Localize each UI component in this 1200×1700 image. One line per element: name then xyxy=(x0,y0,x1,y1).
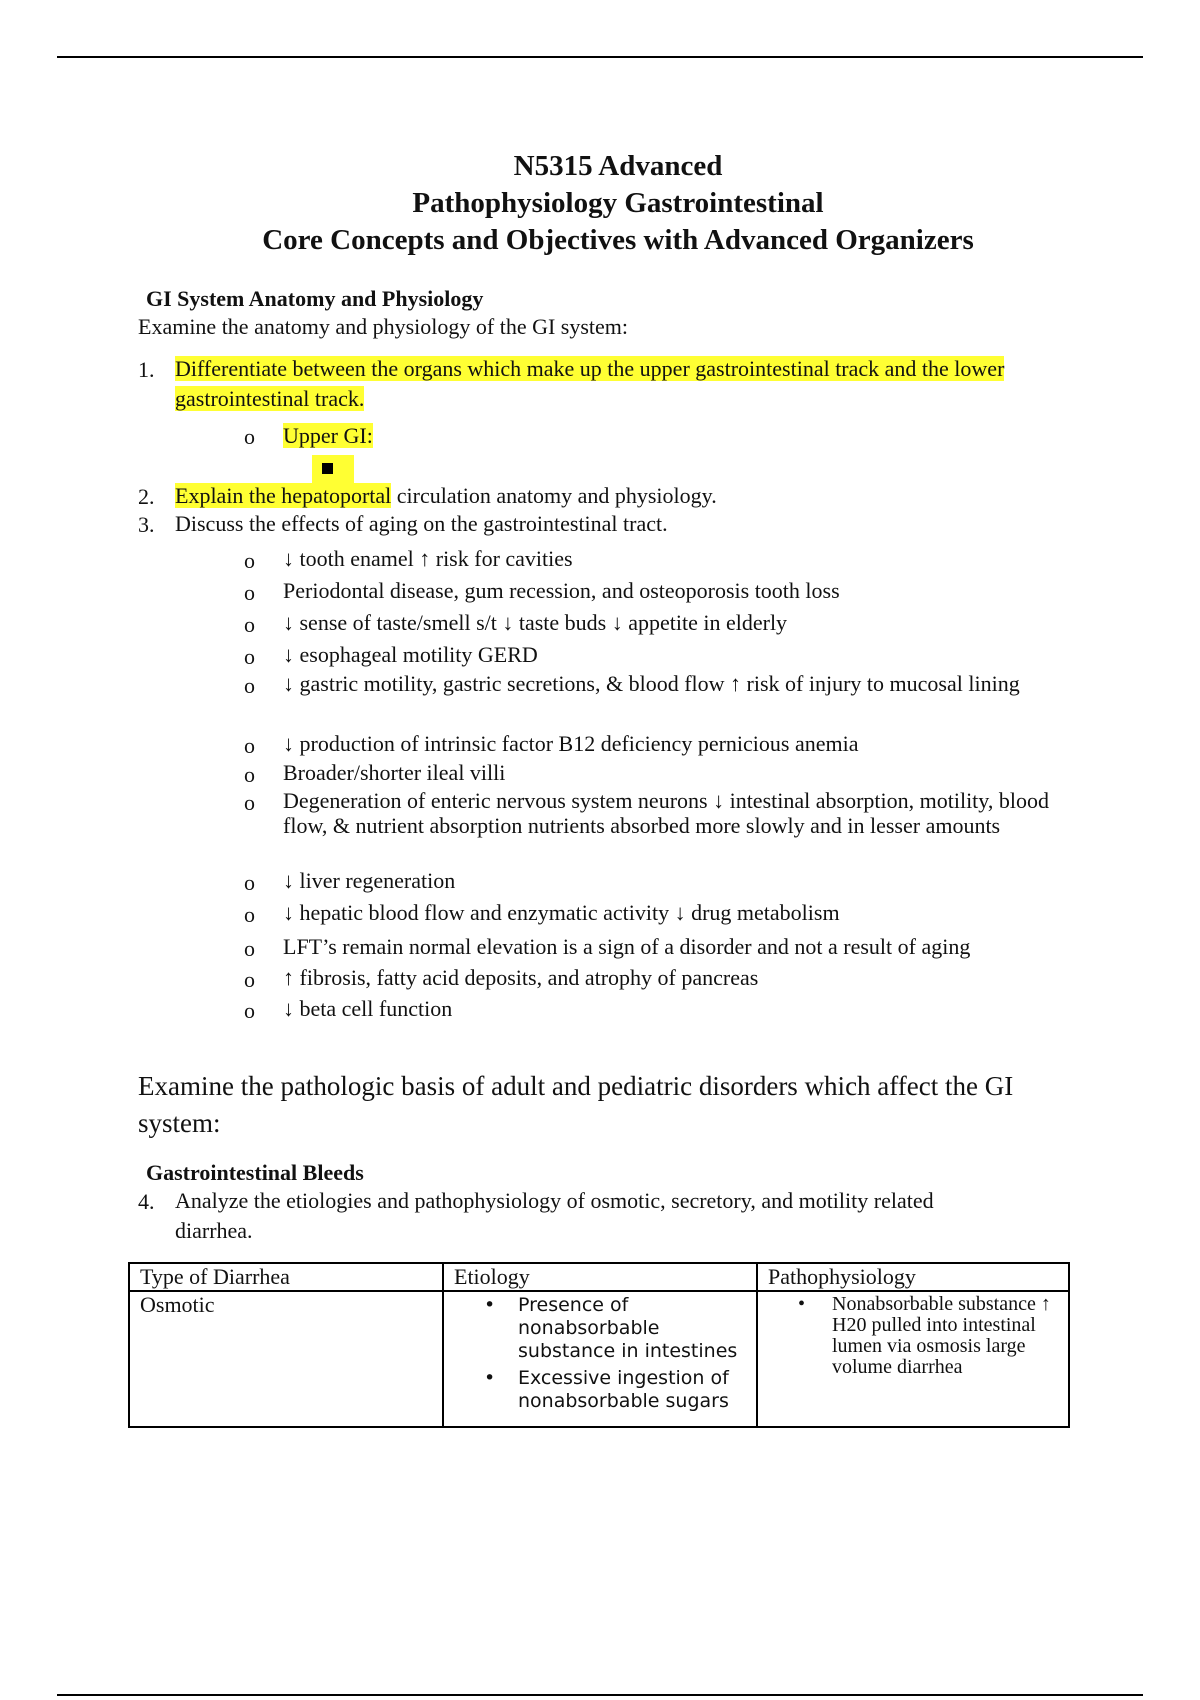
aging-item-6: ↓ production of intrinsic factor B12 deficiency pernicious anemia xyxy=(283,731,859,756)
document-title xyxy=(0,148,1200,259)
list-item: • Nonabsorbable substance ↑ H20 pulled into intestinal lumen via osmosis large volume diarrhea xyxy=(758,1294,1068,1378)
aging-item-8: Degeneration of enteric nervous system neurons ↓ intestinal absorption, motility, blood flow, & nutrient absorption nutrients absorbed more slowly and in lesser amounts xyxy=(283,788,1049,838)
aging-item-10: ↓ hepatic blood flow and enzymatic activity ↓ drug metabolism xyxy=(283,900,840,925)
top-rule xyxy=(57,56,1143,58)
aging-item-2: Periodontal disease, gum recession, and osteoporosis tooth loss xyxy=(283,578,840,603)
table-header: Etiology xyxy=(443,1263,757,1291)
table-header: Type of Diarrhea xyxy=(129,1263,443,1291)
section-heading-anatomy: GI System Anatomy and Physiology xyxy=(146,286,484,311)
upper-gi-marker: o xyxy=(244,424,255,449)
table-header: Pathophysiology xyxy=(757,1263,1069,1291)
table-cell-pathophysiology xyxy=(757,1291,1069,1427)
section-heading-gi-bleeds: Gastrointestinal Bleeds xyxy=(146,1160,364,1185)
aging-marker: o xyxy=(244,644,255,669)
aging-marker: o xyxy=(244,548,255,573)
aging-item-9: ↓ liver regeneration xyxy=(283,868,456,893)
objective-2-highlight: Explain the hepatoportal xyxy=(175,483,392,508)
title-line-2: Pathophysiology Gastrointestinal xyxy=(412,187,824,219)
objective-1-text xyxy=(175,354,1075,414)
table-cell-type: Osmotic xyxy=(129,1291,443,1427)
aging-marker: o xyxy=(244,902,255,927)
objective-2-text xyxy=(175,481,1075,511)
diarrhea-table xyxy=(128,1262,1070,1428)
square-bullet-icon xyxy=(312,455,354,483)
aging-item-1: ↓ tooth enamel ↑ risk for cavities xyxy=(283,546,573,571)
aging-marker: o xyxy=(244,790,255,815)
title-line-1: N5315 Advanced xyxy=(513,150,723,182)
aging-item-13: ↓ beta cell function xyxy=(283,996,453,1021)
aging-item-12: ↑ fibrosis, fatty acid deposits, and atrophy of pancreas xyxy=(283,965,759,990)
list-item: • Presence of nonabsorbable substance in intestines xyxy=(444,1294,756,1363)
objective-3-number: 3. xyxy=(138,512,155,537)
section-intro-disorders: Examine the pathologic basis of adult and pediatric disorders which affect the GI system: xyxy=(138,1071,1014,1138)
objective-3-text: Discuss the effects of aging on the gastrointestinal tract. xyxy=(175,511,668,536)
aging-marker: o xyxy=(244,936,255,961)
aging-marker: o xyxy=(244,967,255,992)
aging-marker: o xyxy=(244,870,255,895)
objective-2-rest: circulation anatomy and physiology. xyxy=(391,483,717,508)
aging-item-3: ↓ sense of taste/smell s/t ↓ taste buds ↓ appetite in elderly xyxy=(283,610,788,635)
section-intro-anatomy: Examine the anatomy and physiology of the GI system: xyxy=(138,314,629,339)
objective-4-number: 4. xyxy=(138,1189,155,1214)
table-cell-etiology xyxy=(443,1291,757,1427)
bottom-rule xyxy=(57,1694,1143,1696)
table-row xyxy=(129,1291,1069,1427)
title-line-3: Core Concepts and Objectives with Advanced Organizers xyxy=(262,224,974,256)
upper-gi-highlight: Upper GI: xyxy=(283,423,373,448)
aging-marker: o xyxy=(244,998,255,1023)
list-item: • Excessive ingestion of nonabsorbable sugars xyxy=(444,1367,756,1413)
aging-marker: o xyxy=(244,733,255,758)
objective-4-text: Analyze the etiologies and pathophysiology of osmotic, secretory, and motility related diarrhea. xyxy=(175,1188,934,1243)
aging-item-7: Broader/shorter ileal villi xyxy=(283,760,506,785)
objective-1-number: 1. xyxy=(138,357,155,382)
aging-marker: o xyxy=(244,762,255,787)
aging-item-11: LFT’s remain normal elevation is a sign of a disorder and not a result of aging xyxy=(283,934,971,959)
aging-marker: o xyxy=(244,673,255,698)
aging-marker: o xyxy=(244,580,255,605)
table-header-row xyxy=(129,1263,1069,1291)
objective-2-number: 2. xyxy=(138,484,155,509)
aging-item-5: ↓ gastric motility, gastric secretions, & blood flow ↑ risk of injury to mucosal lining xyxy=(283,671,1020,696)
aging-marker: o xyxy=(244,612,255,637)
aging-item-4: ↓ esophageal motility GERD xyxy=(283,642,538,667)
upper-gi-label xyxy=(283,423,1083,448)
objective-1-highlight: Differentiate between the organs which make up the upper gastrointestinal track and the lower gastrointestinal track. xyxy=(175,356,1005,411)
